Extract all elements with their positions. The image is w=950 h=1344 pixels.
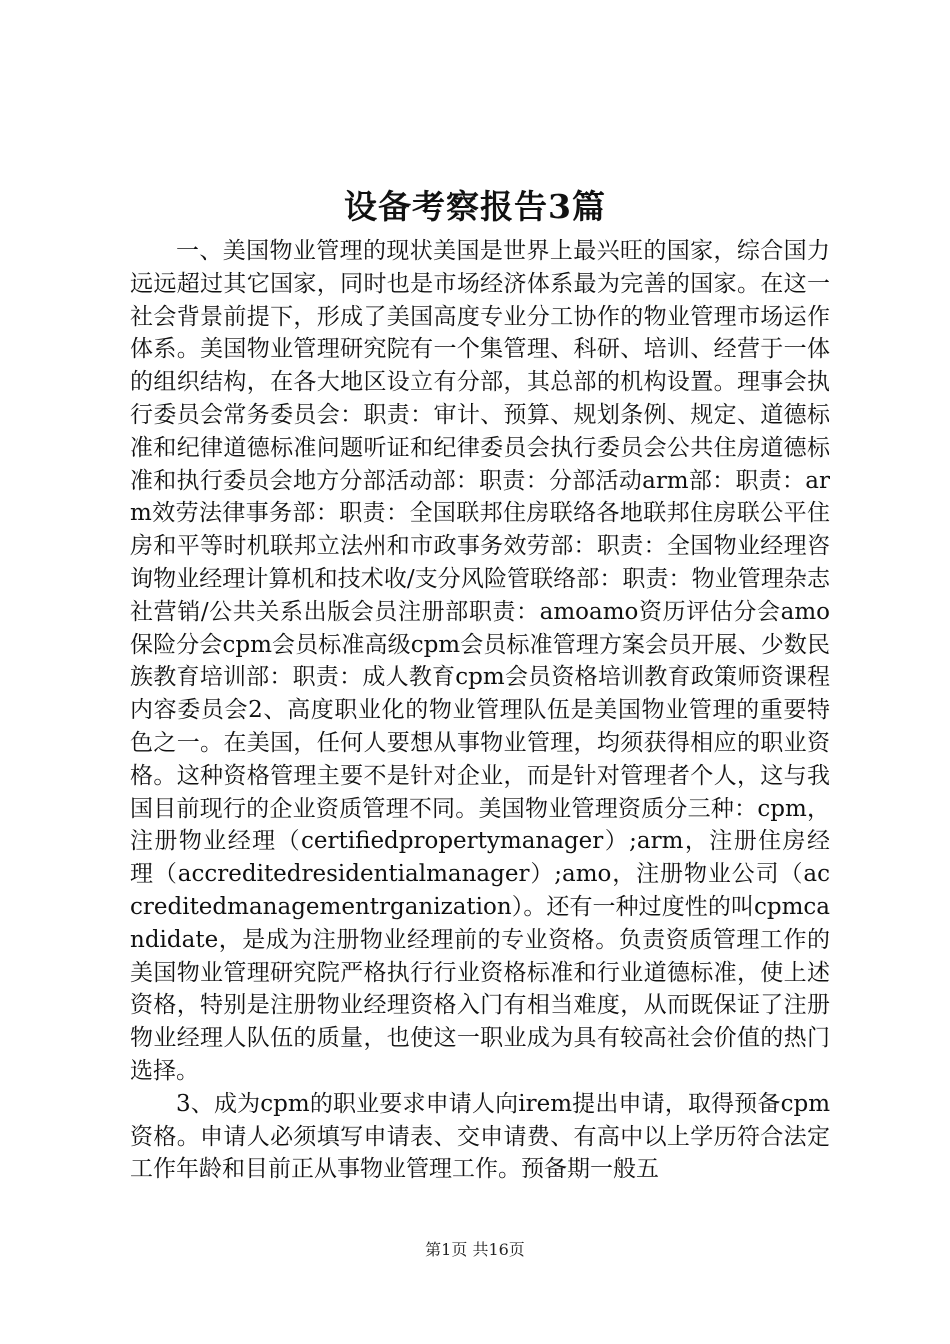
document-title: 设备考察报告3篇 xyxy=(344,187,606,226)
paragraph-2: 3、成为cpm的职业要求申请人向irem提出申请，取得预备cpm资格。申请人必须填写申请表、交申请费、有高中以上学历符合法定工作年龄和目前正从事物业管理工作。预备期一般五 xyxy=(130,1090,830,1183)
page-number: 第1页 共16页 xyxy=(425,1240,525,1259)
document-body xyxy=(130,235,830,1186)
paragraph-1: 一、美国物业管理的现状美国是世界上最兴旺的国家，综合国力远远超过其它国家，同时也是市场经济体系最为完善的国家。在这一社会背景前提下，形成了美国高度专业分工协作的物业管理市场运作体系。美国物业管理研究院有一个集管理、科研、培训、经营于一体的组织结构，在各大地区设立有分部，其总部的机构设置。理事会执行委员会常务委员会：职责：审计、预算、规划条例、规定、道德标准和纪律道德标准问题听证和纪律委员会执行委员会公共住房道德标准和执行委员会地方分部活动部：职责：分部活动arm部：职责：arm效劳法律事务部：职责：全国联邦住房联络各地联邦住房联公平住房和平等时机联邦立法州和市政事务效劳部：职责：全国物业经理咨询物业经理计算机和技术收/支分风险管联络部：职责：物业管理杂志社营销/公共关系出版会员注册部职责：amoamo资历评估分会amo保险分会cpm会员标准高级cpm会员标准管理方案会员开展、少数民族教育培训部：职责：成人教育cpm会员资格培训教育政策师资课程内容委员会2、高度职业化的物业管理队伍是美国物业管理的重要特色之一。在美国，任何人要想从事物业管理，均须获得相应的职业资格。这种资格管理主要不是针对企业，而是针对管理者个人，这与我国目前现行的企业资质管理不同。美国物业管理资质分三种：cpm，注册物业经理（certifiedpropertymanager）;arm，注册住房经理（accreditedresidentialmanager）;amo，注册物业公司（accreditedmanagementrganization）。还有一种过度性的叫cpmcandidate，是成为注册物业经理前的专业资格。负责资质管理工作的美国物业管理研究院严格执行行业资格标准和行业道德标准，使上述资格，特别是注册物业经理资格入门有相当难度，从而既保证了注册物业经理人队伍的质量，也使这一职业成为具有较高社会价值的热门选择。 xyxy=(130,238,830,1084)
